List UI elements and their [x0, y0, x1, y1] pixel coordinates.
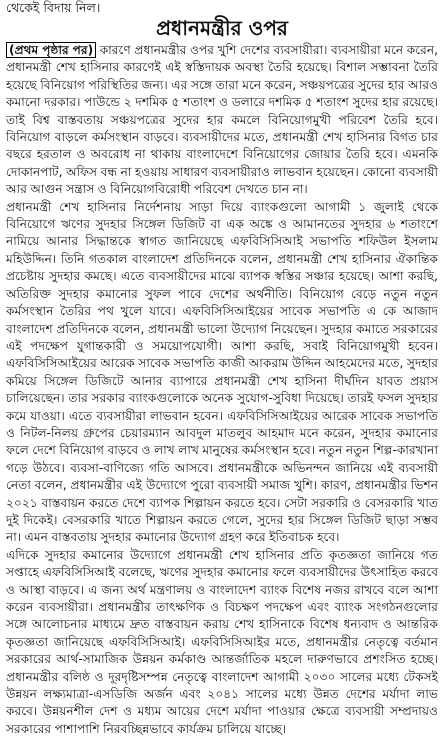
- paragraph: এদিকে সুদহার কমানোর উদ্যোগে প্রধানমন্ত্রী শেখ হাসিনার প্রতি কৃতজ্ঞতা জানিয়ে গত সপ্তাহে এফবিসিসিআই বলেছে, ঋণের সুদহার কমানোর ফলে ব্যবসায়ীদের উৎসাহিত করবে ও আস্থা বাড়বে। এ জন্য অর্থ মন্ত্রণালয় ও বাংলাদেশ ব্যাংক বিশেষ নজর রাখবে বলে আশা করেন ব্যবসায়ীরা। প্রধানমন্ত্রীর তাৎক্ষণিক ও বিচক্ষণ পদক্ষেপ এবং ব্যাংক সংগঠনগুলোর সঙ্গে আলোচনার মাধ্যমে দ্রুত বাস্তবায়ন করায় শেখ হাসিনাকে বিশেষ ধন্যবাদ ও আন্তরিক কৃতজ্ঞতা জানিয়েছে এফবিসিসিআই। এফবিসিসিআইর মতে, প্রধানমন্ত্রীর নেতৃত্বে বর্তমান সরকারের আর্থ-সামাজিক উন্নয়ন কর্মকাণ্ড আন্তর্জাতিক মহলে দারুণভাবে প্রশংসিত হচ্ছে। প্রধানমন্ত্রীর বলিষ্ঠ ও দূরদৃষ্টিসম্পন্ন নেতৃত্বে বাংলাদেশ আগামী ২০৩০ সালের মধ্যে টেকসই উন্নয়ন লক্ষ্যমাত্রা-এসডিজি অর্জন এবং ২০৪১ সালের মধ্যে উন্নত দেশের মর্যাদা লাভ করবে। উন্নয়নশীল দেশ ও মধ্যম আয়ের দেশে মর্যাদা পাওয়ার ক্ষেত্রে ব্যবসায়ী সম্প্রদায়ও সরকারের পাশাপাশি নিরবচ্ছিন্নভাবে কার্যক্রম চালিয়ে যাচ্ছে।: [6, 547, 438, 736]
- jump-label: (প্রথম পৃষ্ঠার পর): [6, 42, 96, 58]
- paragraph: [6, 42, 438, 199]
- article-body: [6, 42, 438, 736]
- paragraph-text: কারণে প্রধানমন্ত্রীর ওপর খুশি দেশের ব্যবসায়ীরা। ব্যবসায়ীরা মনে করেন, প্রধানমন্ত্রী শেখ হাসিনার কারণেই এই স্বস্তিদায়ক অবস্থা তৈরি হয়েছে। বিশাল সম্ভাবনা তৈরি হয়েছে বিনিয়োগ পরিস্থিতির জন্য। এর সঙ্গে তারা মনে করেন, সঞ্চয়পত্রের সুদের হার আরও কমানো দরকার। পাউন্ডে ২ দশমিক ৫ শতাংশ ও ডলারে দশমিক ৫ শতাংশ সুদের হার রয়েছে। তাই বিশ্ব বাস্তবতায় সঞ্চয়পত্রের সুদের হার কমলে বিনিয়োগমুখী পরিবেশ তৈরি হবে। বিনিয়োগ বাড়লে কর্মসংস্থান বাড়বে। ব্যবসায়ীদের মতে, প্রধানমন্ত্রী শেখ হাসিনার বিগত চার বছরে হরতাল ও অবরোধ না থাকায় বাংলাদেশে বিনিয়োগের জোয়ার তৈরি হবে। এমনকি দোকানপাট, অফিস বন্ধ না হওয়ায় সাধারণ ব্যবসায়ীরাও লাভবান হয়েছেন। কোনো ব্যবসায়ী আর আগুন সন্ত্রাস ও বিনিয়োগবিরোধী পরিবেশ দেখতে চান না।: [6, 43, 438, 197]
- paragraph: প্রধানমন্ত্রী শেখ হাসিনার নির্দেশনায় সাড়া দিয়ে ব্যাংকগুলো আগামী ১ জুলাই থেকে বিনিয়োগে ঋণের সুদহার সিঙ্গেল ডিজিট বা এক অঙ্কে ও আমানতের সুদহার ৬ শতাংশে নামিয়ে আনার সিদ্ধান্তকে স্বাগত জানিয়েছে এফবিসিসিআই সভাপতি শফিউল ইসলাম মহিউদ্দিন। তিনি গতকাল বাংলাদেশ প্রতিদিনকে বলেন, প্রধানমন্ত্রী শেখ হাসিনার ঐকান্তিক প্রচেষ্টায় সুদহার কমছে। এতে ব্যবসায়ীদের মাঝে ব্যাপক স্বস্তির সঞ্চার হয়েছে। আশা করছি, অতিরিক্ত সুদহার কমানোর সুফল পাবে দেশের অর্থনীতি। বিনিয়োগ বেড়ে নতুন নতুন কর্মসংস্থান তৈরির পথ খুলে যাবে। এফবিসিসিআইয়ের সাবেক সভাপতি এ কে আজাদ বাংলাদেশ প্রতিদিনকে বলেন, প্রধানমন্ত্রী ভালো উদ্যোগ নিয়েছেন। সুদহার কমাতে সরকারের এই পদক্ষেপ যুগান্তকারী ও সময়োপযোগী। আশা করছি, সবাই বিনিয়োগমুখী হবেন। এফবিসিসিআইয়ের আরেক সাবেক সভাপতি কাজী আকরাম উদ্দিন আহমেদের মতে, সুদহার কমিয়ে সিঙ্গেল ডিজিটে আনার ব্যাপারে প্রধানমন্ত্রী শেখ হাসিনা দীর্ঘদিন যাবত প্রয়াস চালিয়েছেন। তার সরকার ব্যাংকগুলোকে অনেক সুযোগ-সুবিধা দিয়েছে। তারই ফসল সুদহার কমে যাওয়া। এতে ব্যবসায়ীরা লাভবান হবেন। এফবিসিসিআইয়ের আরেক সাবেক সভাপতি ও নিটল-নিলয় গ্রুপের চেয়ারম্যান আবদুল মাতলুব আহমাদ মনে করেন, সুদহার কমানোর ফলে দেশে বিনিয়োগ বাড়বে ও লাখ লাখ মানুষের কর্মসংস্থান হবে। নতুন নতুন শিল্প-কারখানা গড়ে উঠবে। ব্যবসা-বাণিজ্যে গতি আসবে। প্রধানমন্ত্রীকে অভিনন্দন জানিয়ে এই ব্যবসায়ী নেতা বলেন, প্রধানমন্ত্রীর এই উদ্যোগে পুরো ব্যবসায়ী সমাজ খুশি। কারণ, প্রধানমন্ত্রীর ভিশন ২০২১ বাস্তবায়ন করতে দেশে ব্যাপক শিল্পায়ন করতে হবে। সেটা সরকারি ও বেসরকারি খাত দুই দিকেই। বেসরকারি খাতে শিল্পায়ন করতে গেলে, সুদের হার সিঙ্গেল ডিজিট ছাড়া সম্ভব না। এমন বাস্তবতায় সুদহার কমানোর উদ্যোগ গ্রহণ করে ইতিবাচক হবে।: [6, 199, 438, 545]
- headline: প্রধানমন্ত্রীর ওপর: [156, 16, 288, 40]
- continued-line: থেকেই বিদায় নিল।: [6, 0, 101, 15]
